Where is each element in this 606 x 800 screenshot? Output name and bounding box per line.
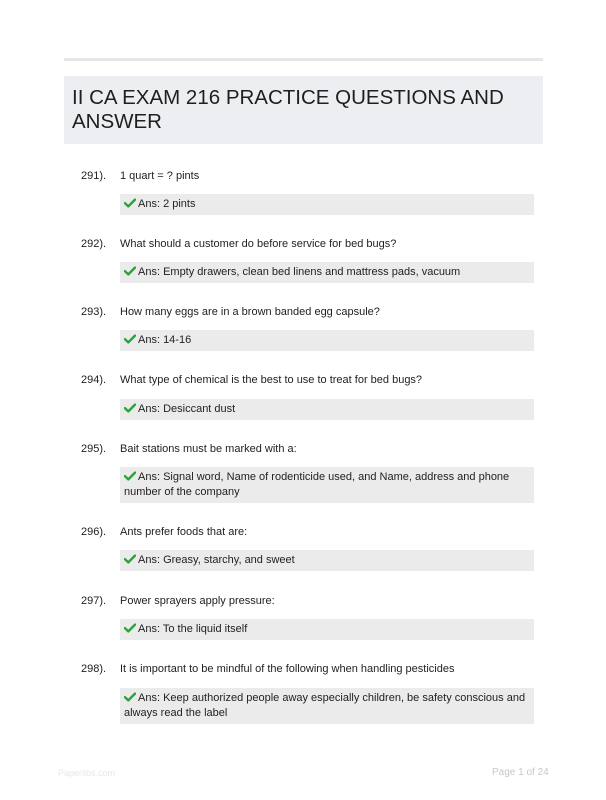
answer-box	[120, 262, 534, 283]
page-title: II CA EXAM 216 PRACTICE QUESTIONS AND ANSWER	[72, 86, 504, 133]
answer-box	[120, 194, 534, 215]
answer-text: Ans: 2 pints	[138, 198, 196, 210]
answer-text: Ans: Greasy, starchy, and sweet	[138, 554, 295, 566]
answer-box	[120, 688, 534, 724]
question-number: 295).	[81, 443, 107, 455]
question-text: Bait stations must be marked with a:	[120, 443, 297, 455]
question-number: 291).	[81, 170, 107, 182]
question-text: What type of chemical is the best to use to treat for bed bugs?	[120, 374, 423, 386]
checkmark-icon	[124, 692, 136, 702]
page-number: Page 1 of 24	[492, 767, 549, 778]
answer-box	[120, 467, 534, 503]
question-text: How many eggs are in a brown banded egg capsule?	[120, 306, 380, 318]
title-banner	[64, 76, 543, 144]
question-text: 1 quart = ? pints	[120, 170, 200, 182]
answer-text: Ans: Empty drawers, clean bed linens and mattress pads, vacuum	[138, 266, 461, 278]
checkmark-icon	[124, 403, 136, 413]
answer-text: Ans: Keep authorized people away especially children, be safety conscious and always read the label	[124, 692, 526, 719]
answer-text: Ans: To the liquid itself	[138, 623, 248, 635]
checkmark-icon	[124, 554, 136, 564]
answer-text: Ans: 14-16	[138, 334, 192, 346]
question-number: 292).	[81, 238, 107, 250]
checkmark-icon	[124, 334, 136, 344]
question-text: It is important to be mindful of the following when handling pesticides	[120, 663, 455, 675]
answer-text: Ans: Signal word, Name of rodenticide used, and Name, address and phone number of the company	[124, 471, 510, 498]
question-number: 294).	[81, 374, 107, 386]
answer-box	[120, 399, 534, 420]
answer-box	[120, 550, 534, 571]
question-text: Power sprayers apply pressure:	[120, 595, 275, 607]
checkmark-icon	[124, 471, 136, 481]
answer-text: Ans: Desiccant dust	[138, 403, 236, 415]
question-text: What should a customer do before service for bed bugs?	[120, 238, 397, 250]
question-number: 298).	[81, 663, 107, 675]
top-rule	[64, 58, 543, 61]
question-number: 296).	[81, 526, 107, 538]
question-number: 293).	[81, 306, 107, 318]
footer-watermark: Paperlibs.com	[58, 768, 116, 778]
question-text: Ants prefer foods that are:	[120, 526, 248, 538]
checkmark-icon	[124, 623, 136, 633]
answer-box	[120, 330, 534, 351]
answer-box	[120, 619, 534, 640]
checkmark-icon	[124, 266, 136, 276]
question-number: 297).	[81, 595, 107, 607]
checkmark-icon	[124, 198, 136, 208]
